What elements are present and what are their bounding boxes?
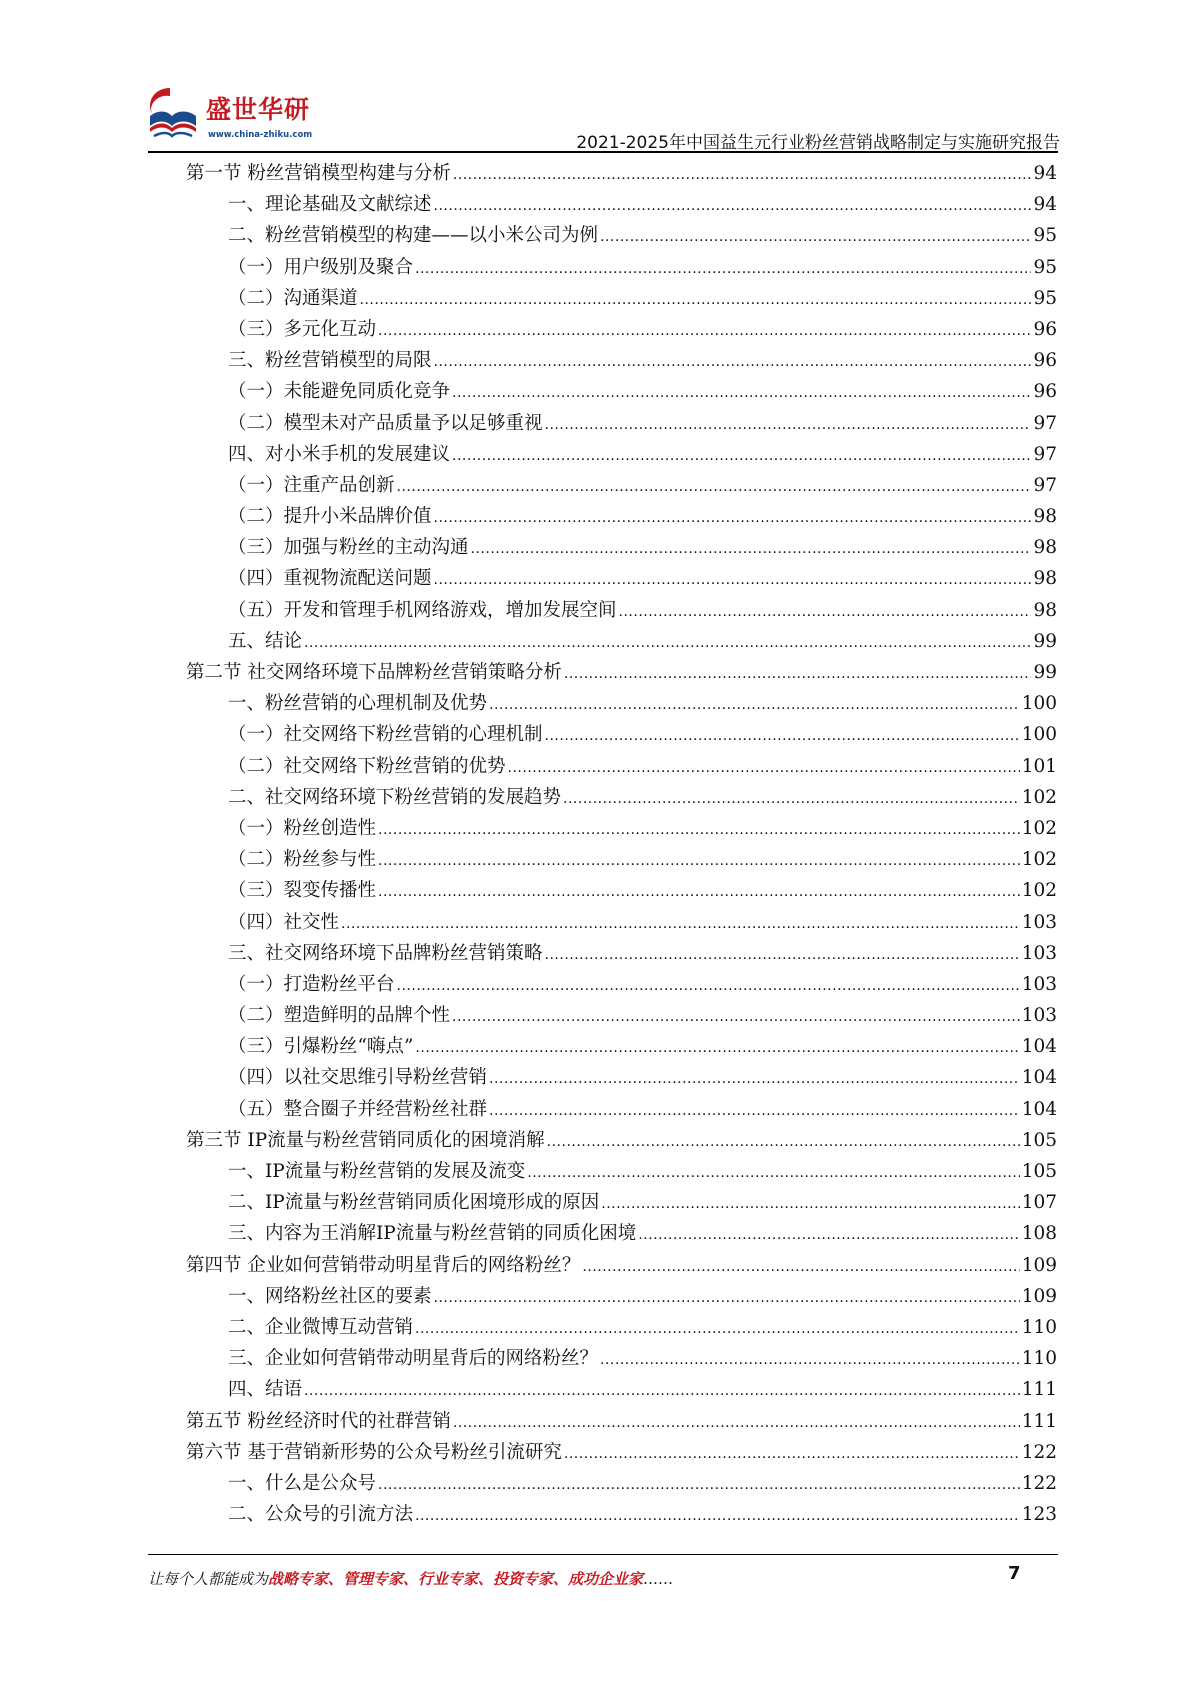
toc-entry[interactable] xyxy=(186,1094,1057,1125)
toc-entry[interactable] xyxy=(186,782,1057,813)
toc-entry[interactable] xyxy=(186,220,1057,251)
toc-entry-title: （五）开发和管理手机网络游戏，增加发展空间 xyxy=(228,599,617,621)
toc-leader-dots xyxy=(378,813,1020,846)
toc-entry-title: （一）用户级别及聚合 xyxy=(228,256,414,278)
toc-leader-dots xyxy=(564,657,1032,690)
toc-entry-title: （三）加强与粉丝的主动沟通 xyxy=(228,537,469,559)
toc-entry[interactable] xyxy=(186,907,1057,938)
toc-leader-dots xyxy=(304,626,1031,659)
toc-entry-page: 98 xyxy=(1033,568,1057,590)
toc-entry-title: 一、网络粉丝社区的要素 xyxy=(228,1285,432,1307)
toc-leader-dots xyxy=(564,1437,1020,1470)
toc-entry-page: 96 xyxy=(1033,350,1057,372)
footer-slogan xyxy=(148,1568,673,1589)
toc-leader-dots xyxy=(545,719,1020,752)
toc-entry-page: 110 xyxy=(1021,1316,1057,1338)
toc-entry-title: 三、社交网络环境下品牌粉丝营销策略 xyxy=(228,942,543,964)
toc-leader-dots xyxy=(434,501,1032,534)
toc-leader-dots xyxy=(378,314,1031,347)
toc-leader-dots xyxy=(341,907,1020,940)
toc-entry[interactable] xyxy=(186,376,1057,407)
toc-entry-page: 122 xyxy=(1021,1472,1057,1494)
toc-entry-page: 94 xyxy=(1033,163,1057,184)
toc-entry-page: 103 xyxy=(1021,942,1057,964)
toc-entry-title: 二、粉丝营销模型的构建——以小米公司为例 xyxy=(228,225,599,247)
toc-entry-page: 123 xyxy=(1021,1504,1057,1526)
toc-entry-title: 第三节 IP流量与粉丝营销同质化的困境消解 xyxy=(186,1129,545,1151)
toc-leader-dots xyxy=(360,283,1032,316)
toc-leader-dots xyxy=(508,751,1020,784)
toc-leader-dots xyxy=(452,439,1031,472)
toc-leader-dots xyxy=(304,1374,1020,1407)
toc-entry[interactable] xyxy=(186,283,1057,314)
slogan-prefix: 让每个人都能成为 xyxy=(148,1570,269,1588)
company-logo xyxy=(140,78,320,150)
toc-entry[interactable] xyxy=(186,439,1057,470)
toc-entry[interactable] xyxy=(186,875,1057,906)
toc-entry-page: 111 xyxy=(1021,1410,1057,1432)
toc-entry-page: 122 xyxy=(1021,1441,1057,1463)
toc-entry-title: 第二节 社交网络环境下品牌粉丝营销策略分析 xyxy=(186,662,562,683)
toc-entry-title: 二、社交网络环境下粉丝营销的发展趋势 xyxy=(228,786,562,808)
toc-entry-title: 三、内容为王消解IP流量与粉丝营销的同质化困境 xyxy=(228,1223,637,1245)
toc-entry-title: （三）引爆粉丝“嗨点” xyxy=(228,1036,414,1058)
toc-entry[interactable] xyxy=(186,252,1057,283)
toc-leader-dots xyxy=(582,1250,1019,1283)
toc-entry-page: 102 xyxy=(1021,880,1057,902)
toc-entry[interactable] xyxy=(186,158,1057,189)
toc-entry-page: 98 xyxy=(1033,506,1057,528)
toc-leader-dots xyxy=(378,844,1020,877)
toc-entry-page: 96 xyxy=(1033,318,1057,340)
toc-entry[interactable] xyxy=(186,595,1057,626)
toc-entry-title: （二）模型未对产品质量予以足够重视 xyxy=(228,412,543,434)
toc-entry-title: （三）多元化互动 xyxy=(228,318,377,340)
toc-entry[interactable] xyxy=(186,345,1057,376)
toc-entry-title: 第五节 粉丝经济时代的社群营销 xyxy=(186,1410,451,1432)
toc-entry-page: 102 xyxy=(1021,817,1057,839)
toc-entry-title: （三）裂变传播性 xyxy=(228,880,377,902)
toc-entry-title: 一、什么是公众号 xyxy=(228,1472,377,1494)
toc-entry-title: （四）重视物流配送问题 xyxy=(228,568,432,590)
toc-entry[interactable] xyxy=(186,1468,1057,1499)
toc-leader-dots xyxy=(397,969,1020,1002)
toc-entry[interactable] xyxy=(186,1125,1057,1156)
toc-entry-page: 104 xyxy=(1021,1067,1057,1089)
toc-entry[interactable] xyxy=(186,1250,1057,1281)
toc-entry[interactable] xyxy=(186,688,1057,719)
toc-leader-dots xyxy=(547,1125,1020,1158)
toc-entry-title: （一）打造粉丝平台 xyxy=(228,973,395,995)
toc-entry-title: 二、企业微博互动营销 xyxy=(228,1316,414,1338)
toc-entry-page: 108 xyxy=(1021,1223,1057,1245)
toc-leader-dots xyxy=(434,189,1032,222)
toc-entry-title: 五、结论 xyxy=(228,630,303,652)
toc-entry[interactable] xyxy=(186,719,1057,750)
toc-leader-dots xyxy=(601,1187,1019,1220)
toc-leader-dots xyxy=(638,1218,1019,1251)
toc-leader-dots xyxy=(471,532,1032,565)
toc-entry-page: 99 xyxy=(1033,630,1057,652)
toc-leader-dots xyxy=(452,376,1031,409)
toc-entry-page: 98 xyxy=(1033,599,1057,621)
toc-entry[interactable] xyxy=(186,1062,1057,1093)
toc-entry[interactable] xyxy=(186,1187,1057,1218)
toc-leader-dots xyxy=(489,688,1020,721)
toc-entry-page: 109 xyxy=(1021,1254,1057,1276)
toc-entry-title: （一）社交网络下粉丝营销的心理机制 xyxy=(228,724,543,746)
toc-leader-dots xyxy=(489,1094,1020,1127)
toc-leader-dots xyxy=(415,1312,1020,1345)
toc-entry-page: 95 xyxy=(1033,256,1057,278)
toc-entry-page: 103 xyxy=(1021,973,1057,995)
toc-entry-title: （一）未能避免同质化竞争 xyxy=(228,381,451,403)
toc-entry-page: 97 xyxy=(1033,443,1057,465)
toc-leader-dots xyxy=(378,1468,1020,1501)
toc-leader-dots xyxy=(453,1406,1020,1439)
toc-entry-page: 98 xyxy=(1033,537,1057,559)
slogan-suffix: …… xyxy=(643,1570,674,1588)
toc-leader-dots xyxy=(378,875,1020,908)
toc-entry[interactable] xyxy=(186,1281,1057,1312)
toc-entry-page: 104 xyxy=(1021,1036,1057,1058)
toc-leader-dots xyxy=(434,1281,1020,1314)
toc-entry[interactable] xyxy=(186,563,1057,594)
logo-url: www.china-zhiku.com xyxy=(208,130,313,140)
toc-entry-page: 97 xyxy=(1033,412,1057,434)
page-header xyxy=(140,78,1060,153)
toc-entry[interactable] xyxy=(186,1156,1057,1187)
toc-leader-dots xyxy=(415,1499,1020,1532)
toc-entry[interactable] xyxy=(186,408,1057,439)
toc-entry-page: 102 xyxy=(1021,786,1057,808)
toc-entry-title: 二、公众号的引流方法 xyxy=(228,1504,414,1526)
toc-entry[interactable] xyxy=(186,938,1057,969)
toc-entry[interactable] xyxy=(186,844,1057,875)
toc-entry-title: 一、IP流量与粉丝营销的发展及流变 xyxy=(228,1161,526,1182)
toc-entry-page: 100 xyxy=(1021,724,1057,746)
book-logo-icon xyxy=(140,82,206,146)
toc-entry-page: 105 xyxy=(1021,1129,1057,1151)
header-divider xyxy=(148,151,1058,153)
toc-entry[interactable] xyxy=(186,314,1057,345)
toc-leader-dots xyxy=(545,408,1032,441)
toc-entry-title: （四）社交性 xyxy=(228,911,340,933)
toc-leader-dots xyxy=(434,345,1032,378)
toc-leader-dots xyxy=(600,220,1031,253)
toc-entry[interactable] xyxy=(186,1218,1057,1249)
report-title: 2021-2025年中国益生元行业粉丝营销战略制定与实施研究报告 xyxy=(576,133,1060,153)
toc-entry-page: 94 xyxy=(1033,194,1057,216)
toc-entry-title: （二）粉丝参与性 xyxy=(228,849,377,871)
toc-entry-page: 100 xyxy=(1021,693,1057,715)
toc-entry-page: 99 xyxy=(1033,662,1057,683)
toc-leader-dots xyxy=(434,563,1032,596)
toc-leader-dots xyxy=(619,595,1032,628)
toc-entry-page: 97 xyxy=(1033,474,1057,496)
toc-entry[interactable] xyxy=(186,532,1057,563)
toc-entry[interactable] xyxy=(186,189,1057,220)
toc-leader-dots xyxy=(397,470,1032,503)
toc-entry-title: 一、粉丝营销的心理机制及优势 xyxy=(228,693,488,715)
toc-entry-page: 105 xyxy=(1021,1161,1057,1182)
toc-entry-page: 103 xyxy=(1021,1005,1057,1027)
slogan-highlight: 战略专家、管理专家、行业专家、投资专家、成功企业家 xyxy=(268,1570,644,1588)
toc-entry[interactable] xyxy=(186,813,1057,844)
toc-leader-dots xyxy=(600,1343,1020,1376)
toc-leader-dots xyxy=(415,1031,1019,1064)
toc-leader-dots xyxy=(415,252,1031,285)
toc-entry-page: 103 xyxy=(1021,911,1057,933)
toc-entry-page: 104 xyxy=(1021,1098,1057,1120)
toc-entry[interactable] xyxy=(186,1000,1057,1031)
toc-entry-page: 102 xyxy=(1021,849,1057,871)
footer-divider xyxy=(148,1554,1058,1555)
toc-entry-page: 111 xyxy=(1021,1379,1057,1401)
toc-entry-title: 二、IP流量与粉丝营销同质化困境形成的原因 xyxy=(228,1192,600,1214)
toc-entry-title: 三、企业如何营销带动明星背后的网络粉丝？ xyxy=(228,1348,599,1370)
toc-leader-dots xyxy=(453,158,1032,191)
toc-leader-dots xyxy=(563,782,1020,815)
toc-entry[interactable] xyxy=(186,1437,1057,1468)
toc-entry[interactable] xyxy=(186,657,1057,688)
toc-entry-title: 四、对小米手机的发展建议 xyxy=(228,443,451,465)
toc-entry-page: 95 xyxy=(1033,287,1057,309)
toc-entry-title: （一）粉丝创造性 xyxy=(228,817,377,839)
toc-entry-title: （一）注重产品创新 xyxy=(228,474,395,496)
toc-entry-title: （四）以社交思维引导粉丝营销 xyxy=(228,1067,488,1089)
toc-entry-title: 第一节 粉丝营销模型构建与分析 xyxy=(186,163,451,184)
toc-entry-title: （五）整合圈子并经营粉丝社群 xyxy=(228,1098,488,1120)
toc-entry-page: 109 xyxy=(1021,1285,1057,1307)
table-of-contents xyxy=(186,158,1057,1530)
toc-entry-title: （二）社交网络下粉丝营销的优势 xyxy=(228,755,506,777)
toc-entry[interactable] xyxy=(186,470,1057,501)
toc-leader-dots xyxy=(489,1062,1020,1095)
toc-entry-title: 第四节 企业如何营销带动明星背后的网络粉丝？ xyxy=(186,1254,581,1276)
toc-entry-title: 一、理论基础及文献综述 xyxy=(228,194,432,216)
toc-entry-page: 101 xyxy=(1021,755,1057,777)
page-number: 7 xyxy=(1008,1563,1021,1584)
toc-entry-page: 96 xyxy=(1033,381,1057,403)
toc-entry-title: （二）沟通渠道 xyxy=(228,287,358,309)
toc-leader-dots xyxy=(545,938,1020,971)
toc-entry[interactable] xyxy=(186,626,1057,657)
toc-entry[interactable] xyxy=(186,1312,1057,1343)
toc-leader-dots xyxy=(452,1000,1020,1033)
toc-entry[interactable] xyxy=(186,1343,1057,1374)
toc-entry[interactable] xyxy=(186,1374,1057,1405)
logo-name: 盛世华研 xyxy=(206,95,311,124)
toc-entry[interactable] xyxy=(186,751,1057,782)
toc-entry-title: （二）塑造鲜明的品牌个性 xyxy=(228,1005,451,1027)
toc-entry[interactable] xyxy=(186,1499,1057,1530)
toc-entry[interactable] xyxy=(186,501,1057,532)
toc-entry-title: 第六节 基于营销新形势的公众号粉丝引流研究 xyxy=(186,1441,562,1463)
toc-entry-title: 四、结语 xyxy=(228,1379,303,1401)
toc-leader-dots xyxy=(527,1156,1019,1189)
toc-entry-page: 110 xyxy=(1021,1348,1057,1370)
toc-entry[interactable] xyxy=(186,1406,1057,1437)
toc-entry-page: 107 xyxy=(1021,1192,1057,1214)
toc-entry[interactable] xyxy=(186,1031,1057,1062)
toc-entry[interactable] xyxy=(186,969,1057,1000)
toc-entry-title: 三、粉丝营销模型的局限 xyxy=(228,350,432,372)
toc-entry-page: 95 xyxy=(1033,225,1057,247)
toc-entry-title: （二）提升小米品牌价值 xyxy=(228,506,432,528)
